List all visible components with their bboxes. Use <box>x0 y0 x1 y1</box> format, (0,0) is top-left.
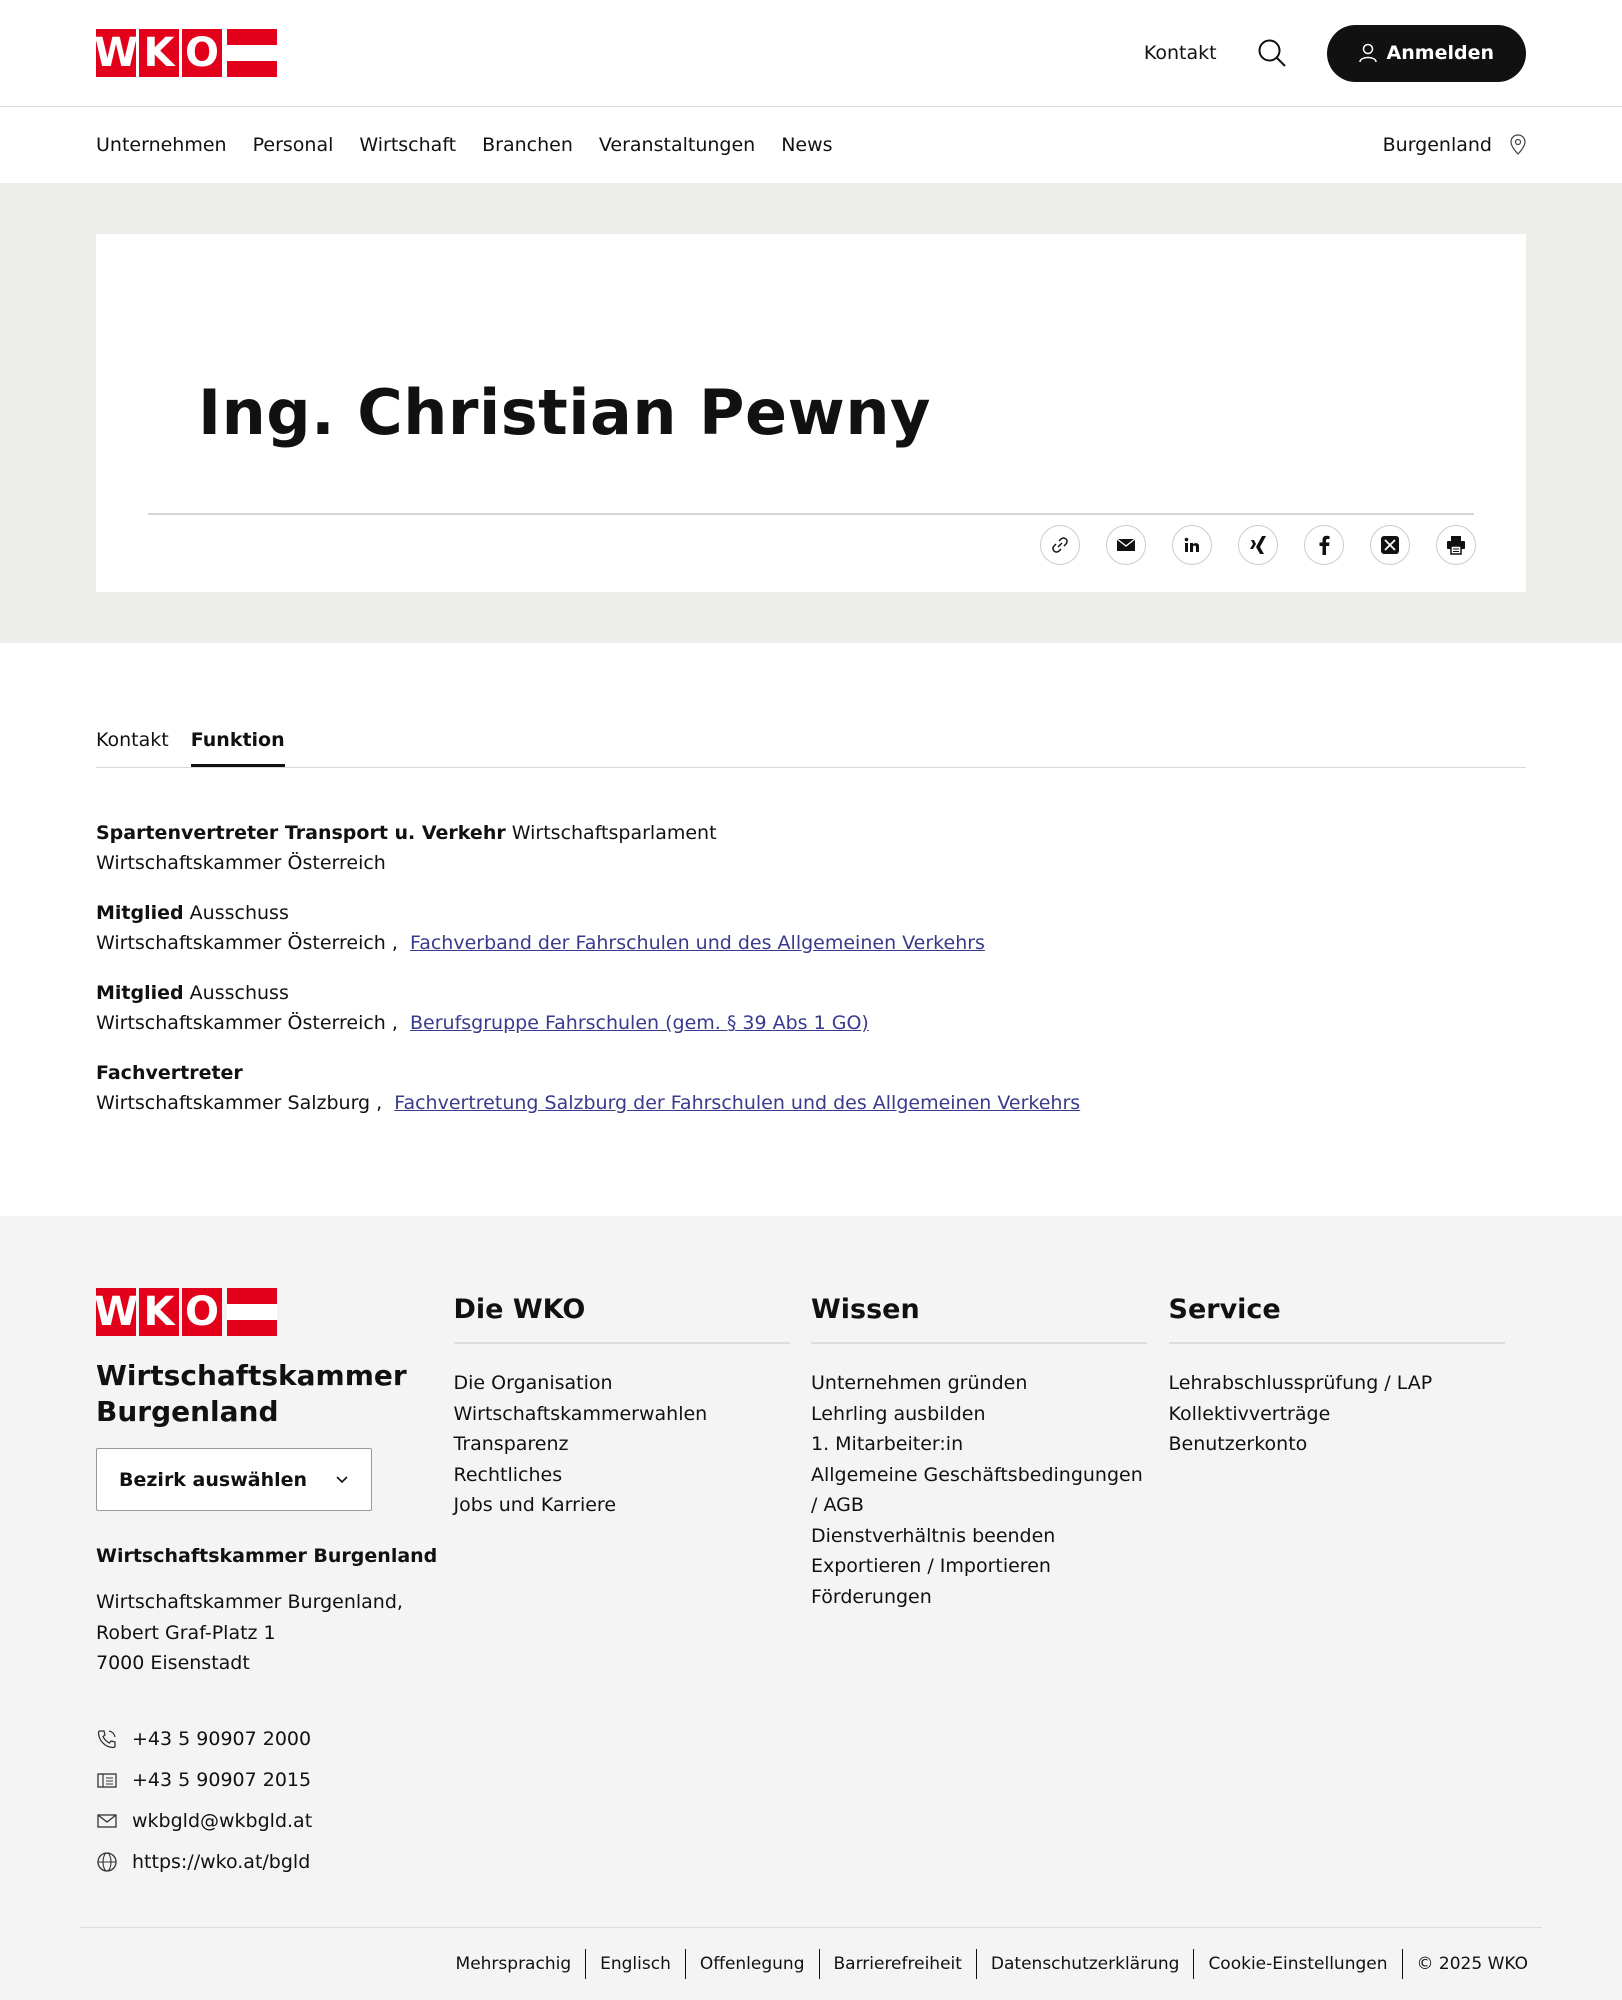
tab-funktion[interactable]: Funktion <box>191 729 285 767</box>
logo-letter-w: W <box>93 30 139 76</box>
nav-item-personal[interactable]: Personal <box>252 134 334 156</box>
login-button[interactable] <box>1327 25 1526 82</box>
login-label: Anmelden <box>1386 42 1494 64</box>
email-share-icon[interactable] <box>1106 525 1146 565</box>
contact-list <box>96 1719 454 1883</box>
logo-letter-w: W <box>93 1289 139 1335</box>
address-title: Wirtschaftskammer Burgenland <box>96 1545 438 1567</box>
footer-link[interactable]: Die Organisation <box>453 1372 613 1394</box>
top-header <box>0 0 1622 107</box>
footer-link[interactable]: Förderungen <box>811 1585 932 1608</box>
footer-brand-column <box>93 1288 454 1883</box>
kontakt-link[interactable]: Kontakt <box>1143 42 1217 64</box>
mail-icon <box>96 1810 118 1832</box>
fax-icon <box>96 1769 118 1791</box>
function-org: Wirtschaftskammer Österreich , <box>96 932 398 954</box>
fax-number: +43 5 90907 2015 <box>132 1769 312 1791</box>
nav-item-news[interactable]: News <box>781 134 833 156</box>
search-icon[interactable] <box>1257 38 1287 68</box>
function-role: Mitglied <box>96 902 184 924</box>
address-line: Robert Graf-Platz 1 <box>96 1621 276 1644</box>
footer-link[interactable]: Benutzerkonto <box>1168 1433 1308 1455</box>
function-role: Mitglied <box>96 982 184 1004</box>
footer-bottom-link[interactable]: Cookie-Einstellungen <box>1193 1949 1401 1979</box>
copyright: © 2025 WKO <box>1402 1949 1542 1979</box>
page-title: Ing. Christian Pewny <box>198 376 931 449</box>
website-url: https://wko.at/bgld <box>132 1851 311 1873</box>
function-link[interactable]: Fachvertretung Salzburg der Fahrschulen und des Allgemeinen Verkehrs <box>394 1092 1081 1114</box>
footer-link[interactable]: Allgemeine Geschäftsbedingungen / AGB <box>811 1463 1143 1516</box>
logo-letter-o: O <box>182 29 222 77</box>
function-role: Spartenvertreter Transport u. Verkehr <box>96 822 506 844</box>
footer-title-line: Burgenland <box>96 1395 279 1428</box>
function-body: Wirtschaftsparlament <box>511 822 717 844</box>
hero-divider <box>148 513 1474 515</box>
footer-link[interactable]: Jobs und Karriere <box>453 1494 617 1516</box>
function-org: Wirtschaftskammer Österreich , <box>96 1012 398 1034</box>
district-select-label: Bezirk auswählen <box>119 1468 308 1491</box>
address-line: Wirtschaftskammer Burgenland, <box>96 1591 403 1613</box>
function-link[interactable]: Berufsgruppe Fahrschulen (gem. § 39 Abs 1 GO) <box>410 1012 869 1034</box>
email-address: wkbgld@wkbgld.at <box>132 1810 313 1832</box>
footer-link[interactable]: Dienstverhältnis beenden <box>811 1524 1056 1547</box>
logo-letter-o: O <box>182 1288 222 1336</box>
copy-link-icon[interactable] <box>1040 525 1080 565</box>
function-link[interactable]: Fachverband der Fahrschulen und des Allgemeinen Verkehrs <box>410 932 985 954</box>
list-item <box>96 818 1526 878</box>
footer-chamber-title <box>96 1358 454 1430</box>
x-twitter-icon[interactable] <box>1370 525 1410 565</box>
function-body: Ausschuss <box>189 902 289 924</box>
footer-title-line: Wirtschaftskammer <box>96 1359 407 1392</box>
nav-item-wirtschaft[interactable]: Wirtschaft <box>359 134 457 156</box>
logo-letter-k: K <box>139 29 179 77</box>
district-select[interactable] <box>96 1448 372 1511</box>
footer-column-title: Service <box>1169 1288 1505 1344</box>
address-line: 7000 Eisenstadt <box>96 1652 250 1674</box>
list-item <box>96 978 1526 1038</box>
footer-bottom-link[interactable]: Barrierefreiheit <box>819 1949 976 1979</box>
address-block <box>96 1587 454 1679</box>
nav-item-veranstaltungen[interactable]: Veranstaltungen <box>598 134 756 156</box>
function-list <box>0 768 1622 1118</box>
footer-link[interactable]: Exportieren / Importieren <box>811 1555 1051 1577</box>
logo-letter-k: K <box>139 1288 179 1336</box>
footer-bottom-link[interactable]: Offenlegung <box>685 1949 819 1979</box>
austria-flag-icon <box>227 29 277 77</box>
chevron-down-icon <box>335 1475 349 1485</box>
phone-row[interactable] <box>96 1719 454 1760</box>
footer-link[interactable]: Wirtschaftskammerwahlen <box>453 1402 708 1425</box>
function-role: Fachvertreter <box>96 1062 243 1084</box>
tab-bar <box>96 729 1526 768</box>
nav-item-branchen[interactable]: Branchen <box>482 134 573 156</box>
facebook-icon[interactable] <box>1304 525 1344 565</box>
footer-column-title: Die WKO <box>454 1288 790 1344</box>
footer-column-service <box>1169 1288 1527 1883</box>
phone-number: +43 5 90907 2000 <box>132 1728 312 1750</box>
region-label: Burgenland <box>1382 134 1492 156</box>
function-body: Ausschuss <box>189 982 289 1004</box>
hero-card <box>96 234 1526 592</box>
footer <box>0 1216 1622 2000</box>
xing-icon[interactable] <box>1238 525 1278 565</box>
footer-bottom-bar <box>80 1927 1542 2000</box>
footer-link[interactable]: 1. Mitarbeiter:in <box>811 1433 964 1455</box>
globe-icon <box>96 1851 118 1873</box>
hero-section <box>0 183 1622 643</box>
list-item <box>96 1058 1526 1118</box>
footer-bottom-link[interactable]: Datenschutzerklärung <box>976 1949 1194 1979</box>
footer-bottom-link[interactable]: Englisch <box>585 1949 685 1979</box>
austria-flag-icon <box>227 1288 277 1336</box>
share-bar <box>1040 525 1476 565</box>
user-icon <box>1359 43 1377 63</box>
footer-column-wko <box>454 1288 812 1883</box>
wko-logo[interactable] <box>93 29 277 77</box>
footer-link[interactable]: Kollektivverträge <box>1168 1402 1331 1425</box>
fax-row <box>96 1760 454 1801</box>
wko-logo[interactable] <box>93 1288 454 1336</box>
tab-kontakt[interactable]: Kontakt <box>96 729 169 751</box>
main-nav <box>0 107 1622 183</box>
list-item <box>96 898 1526 958</box>
phone-icon <box>96 1728 118 1750</box>
footer-column-wissen <box>811 1288 1169 1883</box>
footer-link[interactable]: Lehrling ausbilden <box>811 1402 986 1425</box>
region-selector[interactable] <box>1383 134 1526 156</box>
linkedin-icon[interactable] <box>1172 525 1212 565</box>
footer-column-title: Wissen <box>811 1288 1147 1344</box>
footer-link[interactable]: Lehrabschlussprüfung / LAP <box>1168 1372 1433 1394</box>
footer-link[interactable]: Unternehmen gründen <box>811 1372 1028 1394</box>
function-org: Wirtschaftskammer Salzburg , <box>96 1092 383 1114</box>
location-pin-icon <box>1510 134 1526 156</box>
email-row[interactable] <box>96 1801 454 1842</box>
nav-item-unternehmen[interactable]: Unternehmen <box>96 134 227 156</box>
web-row[interactable] <box>96 1842 454 1883</box>
print-icon[interactable] <box>1436 525 1476 565</box>
function-org: Wirtschaftskammer Österreich <box>96 852 386 874</box>
footer-link[interactable]: Transparenz <box>453 1433 569 1455</box>
footer-bottom-link[interactable]: Mehrsprachig <box>455 1954 572 1974</box>
footer-link[interactable]: Rechtliches <box>453 1463 563 1486</box>
